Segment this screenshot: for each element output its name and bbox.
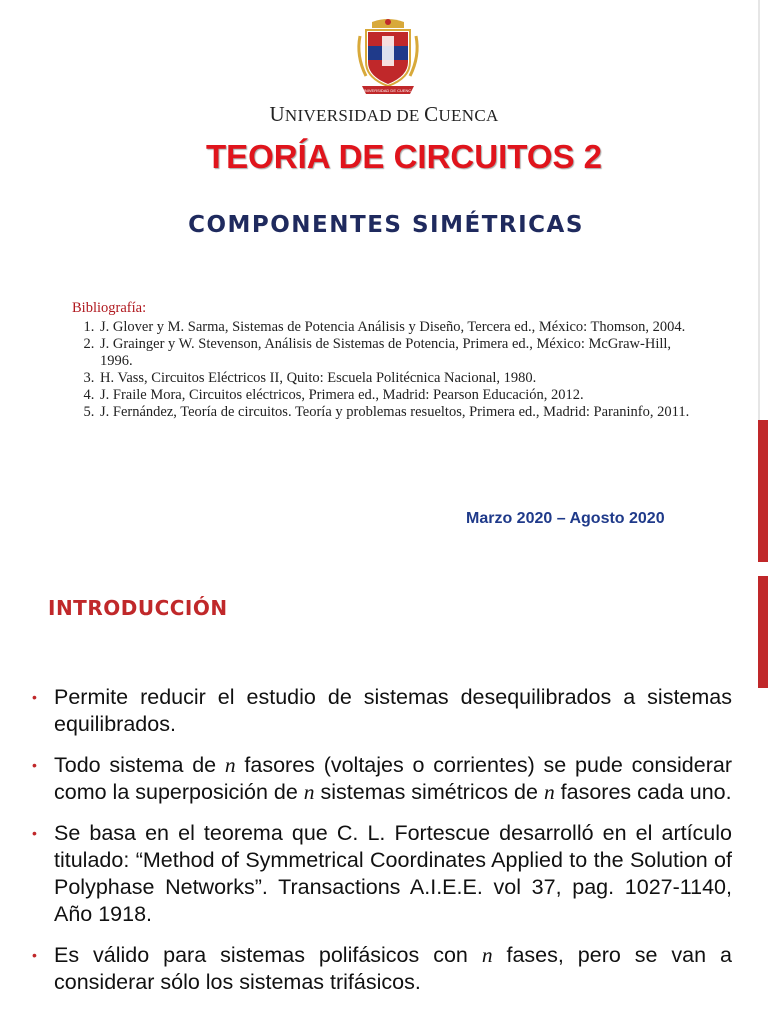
bullet-icon: •	[32, 825, 37, 841]
bibliography	[72, 300, 692, 421]
course-title: TEORÍA DE CIRCUITOS 2	[205, 138, 603, 175]
bullet-item: • Permite reducir el estudio de sistemas desequilibrados a sistemas equilibrados.	[32, 685, 732, 736]
bullet-icon: •	[32, 947, 37, 963]
slide-introduction	[0, 576, 768, 1024]
bullet-list	[32, 684, 732, 1010]
topic-subtitle: COMPONENTES SIMÉTRICAS	[188, 212, 584, 238]
bibliography-item: 3. H. Vass, Circuitos Eléctricos II, Quito: Escuela Politécnica Nacional, 1980.	[98, 370, 692, 387]
bibliography-item: 1. J. Glover y M. Sarma, Sistemas de Potencia Análisis y Diseño, Tercera ed., México: Thomson, 2004.	[98, 319, 692, 336]
bibliography-heading: Bibliografía:	[72, 300, 147, 316]
variable-n: n	[543, 780, 555, 804]
bullet-icon: •	[32, 689, 37, 705]
bullet-item: • Todo sistema de n fasores (voltajes o corrientes) se pude considerar como la superposición de n sistemas simétricos de n fasores cada uno.	[32, 753, 733, 804]
bullet-icon: •	[32, 757, 37, 773]
bibliography-item: 2. J. Grainger y W. Stevenson, Análisis de Sistemas de Potencia, Primera ed., México: McGraw-Hill, 1996.	[98, 336, 692, 370]
accent-line	[758, 0, 760, 420]
bibliography-item: 4. J. Fraile Mora, Circuitos eléctricos, Primera ed., Madrid: Pearson Educación, 2012.	[98, 387, 692, 404]
university-name: UNIVERSIDAD DE CUENCA	[269, 102, 499, 126]
accent-red-block	[758, 576, 768, 688]
section-heading: INTRODUCCIÓN	[48, 596, 228, 620]
slide-accent-bar	[758, 576, 768, 1024]
variable-n: n	[481, 943, 493, 967]
semester-date: Marzo 2020 – Agosto 2020	[466, 510, 665, 527]
variable-n: n	[303, 780, 315, 804]
university-crest-logo	[352, 16, 424, 100]
variable-n: n	[224, 753, 236, 777]
accent-red-block	[758, 420, 768, 562]
slide-separator	[0, 562, 768, 576]
bullet-item: • Es válido para sistemas polifásicos con n fases, pero se van a considerar sólo los sistemas trifásicos.	[32, 943, 732, 994]
crest-banner-text: UNIVERSIDAD DE CUENCA	[361, 88, 415, 93]
bibliography-list	[72, 319, 692, 421]
bullet-item: • Se basa en el teorema que C. L. Fortescue desarrolló en el artículo titulado: “Method of Symmetrical Coordinates Applied to the Solution of Polyphase Networks”. Transactions A.I.E.E. vol 37, pag. 1027-1140, Año 1918.	[32, 821, 732, 926]
bibliography-item: 5. J. Fernández, Teoría de circuitos. Teoría y problemas resueltos, Primera ed., Madrid: Paraninfo, 2011.	[98, 404, 692, 421]
slide-accent-bar	[752, 0, 768, 562]
